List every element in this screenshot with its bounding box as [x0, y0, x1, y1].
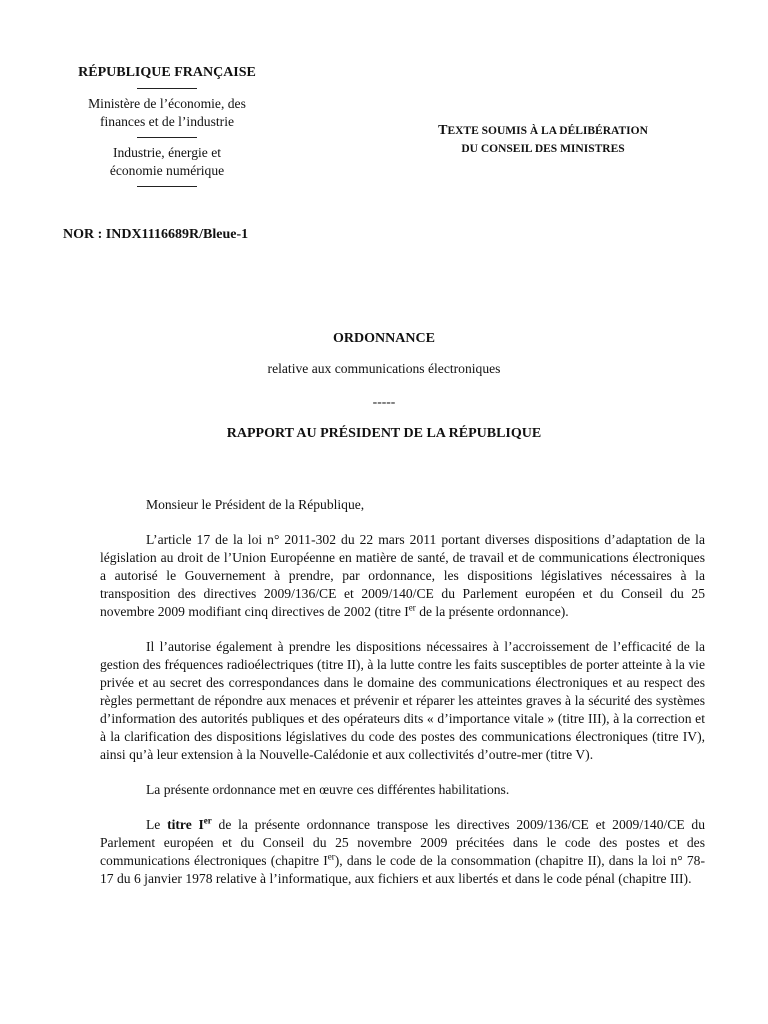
deliberation-initial: T	[438, 123, 448, 138]
document-subject: relative aux communications électroniques	[267, 361, 501, 376]
p4-bold-sup: er	[203, 815, 212, 826]
paragraph-1	[100, 531, 705, 621]
p4-bold	[167, 817, 212, 832]
issuer-block	[56, 64, 278, 193]
divider	[137, 137, 197, 138]
deliberation-line1: EXTE SOUMIS À LA DÉLIBÉRATION	[447, 125, 648, 137]
republic-heading: RÉPUBLIQUE FRANÇAISE	[78, 65, 256, 80]
deliberation-line2: DU CONSEIL DES MINISTRES	[461, 143, 625, 155]
p4-sup: er	[327, 851, 335, 862]
report-body	[100, 496, 705, 905]
p1-text: L’article 17 de la loi n° 2011-302 du 22 mars 2011 portant diverses dispositions d’adaptation de la législation au droit de l’Union Européenne en matière de santé, de travail et de communications électroniques a autorisé le Gouvernement à prendre, par ordonnance, les dispositions législatives nécessaires à la transposition des directives 2009/136/CE et 2009/140/CE du Parlement européen et du Conseil du 25 novembre 2009 modifiant cinq directives de 2002 (titre I	[100, 532, 705, 619]
ministry-line: finances et de l’industrie	[100, 114, 234, 129]
p4-text-end: ), dans le code de la consommation (chapitre II), dans la loi n° 78-17 du 6 janvier 1978 relative à l’informatique, aux fichiers et aux libertés et dans le code pénal (chapitre III).	[100, 853, 705, 886]
report-title: RAPPORT AU PRÉSIDENT DE LA RÉPUBLIQUE	[226, 426, 542, 441]
salutation: Monsieur le Président de la République,	[146, 497, 365, 512]
paragraph-4	[100, 816, 705, 888]
ministry-line: Ministère de l’économie, des	[88, 96, 246, 111]
deliberation-notice	[390, 122, 696, 158]
direction-name	[56, 144, 278, 180]
direction-line: économie numérique	[109, 163, 225, 178]
paragraph-3: La présente ordonnance met en œuvre ces différentes habilitations.	[146, 782, 510, 797]
divider	[137, 186, 197, 187]
deliberation-line	[390, 122, 696, 140]
p4-text: Le	[146, 817, 168, 832]
p4-bold-text: titre I	[167, 817, 204, 832]
p1-text-end: de la présente ordonnance).	[415, 604, 569, 619]
divider	[137, 88, 197, 89]
paragraph-2: Il l’autorise également à prendre les dispositions nécessaires à l’accroissement de l’efficacité de la gestion des fréquences radioélectriques (titre II), à la lutte contre les faits susceptibles de porter atteinte à la vie privée et au secret des correspondances dans le domaine des communications électroniques et au respect des règles permettant de répondre aux menaces et prévenir et réparer les atteintes graves à la sécurité des systèmes d’information des autorités publiques et des opérateurs dits « d’importance vitale » (titre III), à la correction et à la clarification des dispositions législatives du code des postes des communications électroniques (titre IV), ainsi qu’à leur extension à la Nouvelle-Calédonie et aux collectivités d’outre-mer (titre V).	[100, 639, 705, 762]
p1-sup: er	[408, 602, 416, 613]
nor-reference: NOR : INDX1116689R/Bleue-1	[63, 227, 249, 242]
document-type: ORDONNANCE	[333, 331, 435, 346]
p4-text-mid: de la présente ordonnance transpose les directives 2009/136/CE et 2009/140/CE du Parlement européen et du Conseil du 25 novembre 2009 précitées dans le code des postes et des communications électroniques (chapitre I	[100, 817, 705, 868]
separator: -----	[372, 394, 396, 409]
ministry-name	[56, 95, 278, 131]
direction-line: Industrie, énergie et	[112, 145, 222, 160]
